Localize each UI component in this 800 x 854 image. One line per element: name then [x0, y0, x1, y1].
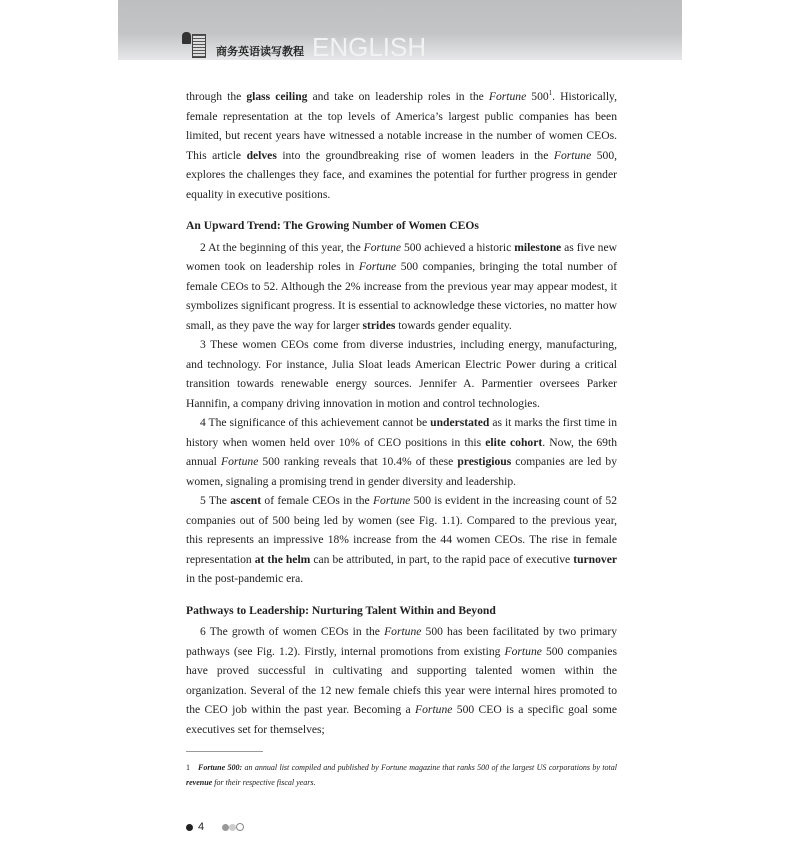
bold-term: understated: [430, 416, 490, 429]
text-run: of female CEOs in the: [261, 494, 373, 507]
text-run: an annual list compiled and published by: [242, 763, 382, 772]
bold-term: ascent: [230, 494, 262, 507]
text-run: 4 The significance of this achievement cannot be: [200, 416, 431, 429]
bold-term: turnover: [573, 552, 617, 566]
text-run: 500 has been facilitated by two primary pathways (see Fig. 1.2). Firstly, internal promotions from existing: [186, 625, 617, 658]
footnote-number: 1: [186, 763, 190, 772]
footnote-ref: 1: [548, 89, 553, 98]
text-run: in the post-pandemic era.: [186, 572, 304, 585]
page-footer: [186, 820, 617, 834]
text-run: 500 is evident in the increasing count of 52 companies out of 500 being led by women (see Fig. 1.1). Compared to the previous year, this represents an impressive 18% increase from the 44 women CEOs. The rise in female representation: [186, 494, 618, 566]
text-run: for their respective fiscal years.: [212, 778, 316, 787]
bold-term: An Upward Trend: The Growing Number of Women CEOs: [186, 219, 479, 232]
bold-term: milestone: [514, 240, 562, 254]
page-column: [186, 87, 617, 854]
section-heading: [186, 601, 617, 621]
text-run: 5 The: [200, 494, 231, 507]
paragraph: [186, 335, 617, 413]
bold-term: revenue: [186, 778, 213, 787]
bold-term: Pathways to Leadership: Nurturing Talent Within and Beyond: [186, 603, 496, 617]
bold-term: prestigious: [457, 455, 512, 468]
header-watermark: ENGLISH: [312, 32, 427, 62]
text-run: 500, explores the challenges they face, and examines the potential for further progress in gender equality in executive positions.: [186, 148, 618, 201]
page-header: [118, 0, 682, 60]
text-run: . Historically, female representation at the top levels of America’s largest public companies has been limited, but recent years have witnessed a notable increase in the number of women CEOs. This article: [186, 90, 618, 162]
book-title: 商务英语读写教程: [216, 45, 304, 58]
text-run: into the groundbreaking rise of women leaders in the: [276, 148, 554, 162]
text-run: 6 The growth of women CEOs in the: [200, 625, 385, 638]
text-run: Fortune: [488, 90, 527, 103]
book-logo-icon: [182, 32, 204, 60]
dot-icon: [229, 824, 236, 831]
text-run: 500: [526, 90, 549, 103]
article-body: [186, 87, 617, 739]
bold-term: at the helm: [254, 552, 311, 566]
text-run: 500 companies, bringing the total number of female CEOs to 52. Although the 2% increase from the previous year may appear modest, it symbolizes significant progress. It is essential to acknowledge these victories, no matter how small, as they pave the way for larger: [186, 260, 617, 332]
dot-icon: [222, 824, 229, 831]
bold-term: delves: [246, 148, 277, 162]
bold-term: glass ceiling: [246, 90, 308, 103]
text-run: 500 CEO is a specific goal some executives set for themselves;: [186, 703, 617, 736]
text-run: Fortune: [504, 644, 542, 658]
page-number: 4: [198, 821, 205, 833]
text-run: as it marks the first time in history when women held over 10% of CEO positions in this: [186, 416, 617, 449]
paragraph: [186, 413, 617, 491]
bold-term: strides: [362, 318, 396, 332]
text-run: 500 achieved a historic: [401, 240, 515, 254]
text-run: as five new women took on leadership roles in: [186, 240, 617, 273]
text-run: magazine that ranks 500 of the largest US corporations by total: [406, 763, 617, 772]
bold-term: elite cohort: [485, 435, 543, 449]
text-run: . Now, the 69th annual: [186, 435, 617, 468]
text-run: Fortune: [553, 148, 592, 162]
text-run: Fortune: [415, 703, 453, 716]
text-run: 500 companies have proved successful in cultivating and supporting talented women within the organization. Several of the 12 new female chiefs this year were internal hires promoted to the CEO job within the past year. Becoming a: [186, 644, 617, 716]
paragraph: [186, 622, 617, 739]
text-run: companies are led by women, signaling a promising trend in gender diversity and leadership.: [186, 455, 617, 488]
bold-term: Fortune 500:: [198, 763, 243, 772]
text-run: 2 At the beginning of this year, the: [200, 240, 364, 254]
text-run: towards gender equality.: [395, 318, 512, 332]
footnote-divider: [186, 751, 263, 752]
text-run: Fortune: [372, 494, 411, 507]
text-run: Fortune: [220, 455, 259, 468]
text-run: Fortune: [363, 240, 402, 254]
dot-icon: [236, 823, 244, 831]
paragraph: [186, 238, 617, 336]
text-run: Fortune: [381, 763, 407, 772]
text-run: 3 These women CEOs come from diverse industries, including energy, manufacturing, and technology. For instance, Julia Sloat leads American Electric Power during a critical transition towards renewable energy sources. Jennifer A. Parmentier oversees Parker Hannifin, a company driving innovation in motion and control technologies.: [186, 338, 617, 410]
section-heading: [186, 216, 617, 236]
footnote: [186, 760, 617, 790]
bullet-icon: [186, 824, 193, 831]
text-run: and take on leadership roles in the: [307, 90, 489, 103]
text-run: Fortune: [358, 260, 397, 273]
header-title-row: [216, 34, 426, 60]
text-run: Fortune: [384, 625, 422, 638]
text-run: can be attributed, in part, to the rapid pace of executive: [310, 552, 574, 566]
paragraph: [186, 87, 617, 204]
text-run: through the: [186, 90, 247, 103]
text-run: 500 ranking reveals that 10.4% of these: [258, 455, 458, 468]
paragraph: [186, 491, 617, 589]
